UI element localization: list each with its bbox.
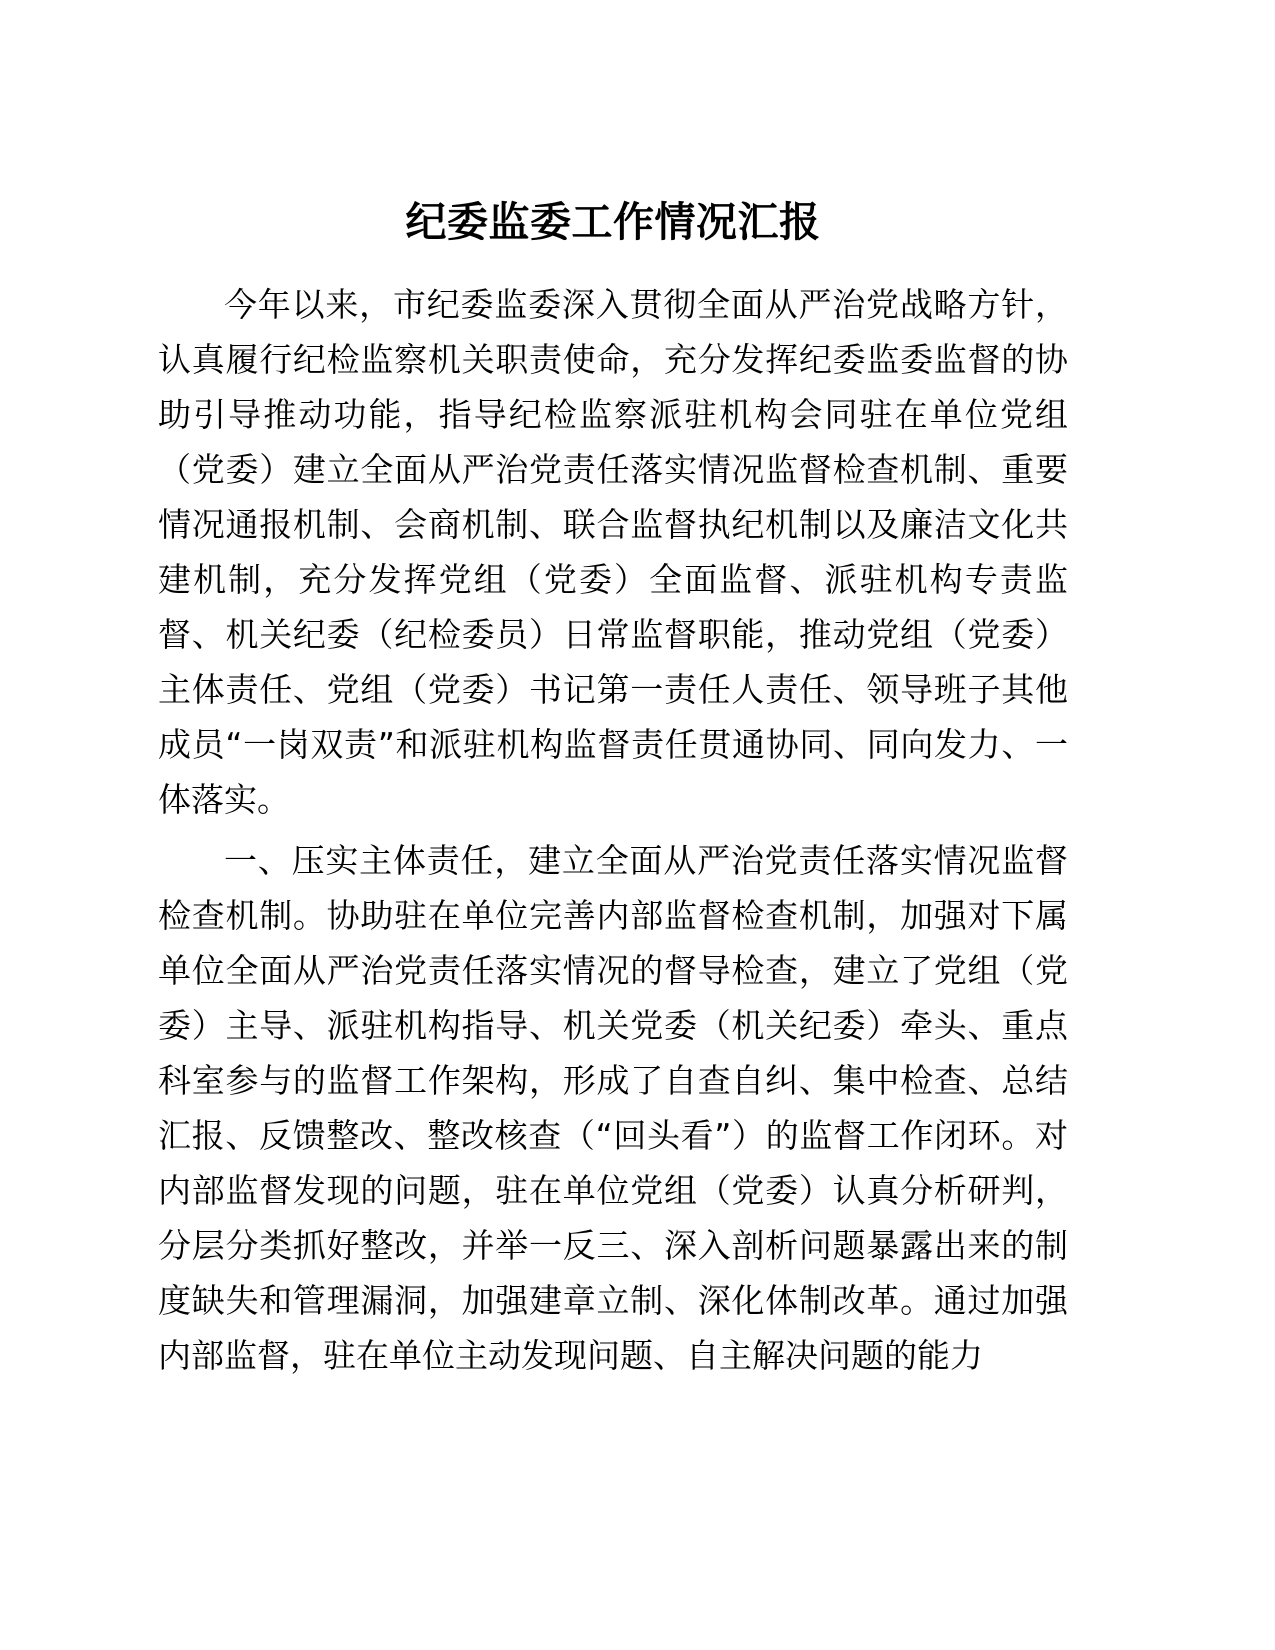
paragraph-intro: 今年以来，市纪委监委深入贯彻全面从严治党战略方针，认真履行纪检监察机关职责使命，充分发挥纪委监委监督的协助引导推动功能，指导纪检监察派驻机构会同驻在单位党组（党委）建立全面从严治党责任落实情况监督检查机制、重要情况通报机制、会商机制、联合监督执纪机制以及廉洁文化共建机制，充分发挥党组（党委）全面监督、派驻机构专责监督、机关纪委（纪检委员）日常监督职能，推动党组（党委）主体责任、党组（党委）书记第一责任人责任、领导班子其他成员“一岗双责”和派驻机构监督责任贯通协同、同向发力、一体落实。 [158, 285, 1068, 820]
document-body [158, 196, 1068, 1383]
paragraph-section-one: 一、压实主体责任，建立全面从严治党责任落实情况监督检查机制。协助驻在单位完善内部监督检查机制，加强对下属单位全面从严治党责任落实情况的督导检查，建立了党组（党委）主导、派驻机构指导、机关党委（机关纪委）牵头、重点科室参与的监督工作架构，形成了自查自纠、集中检查、总结汇报、反馈整改、整改核查（“回头看”）的监督工作闭环。对内部监督发现的问题，驻在单位党组（党委）认真分析研判，分层分类抓好整改，并举一反三、深入剖析问题暴露出来的制度缺失和管理漏洞，加强建章立制、深化体制改革。通过加强内部监督，驻在单位主动发现问题、自主解决问题的能力 [158, 841, 1068, 1376]
page-title: 纪委监委工作情况汇报 [405, 198, 821, 246]
